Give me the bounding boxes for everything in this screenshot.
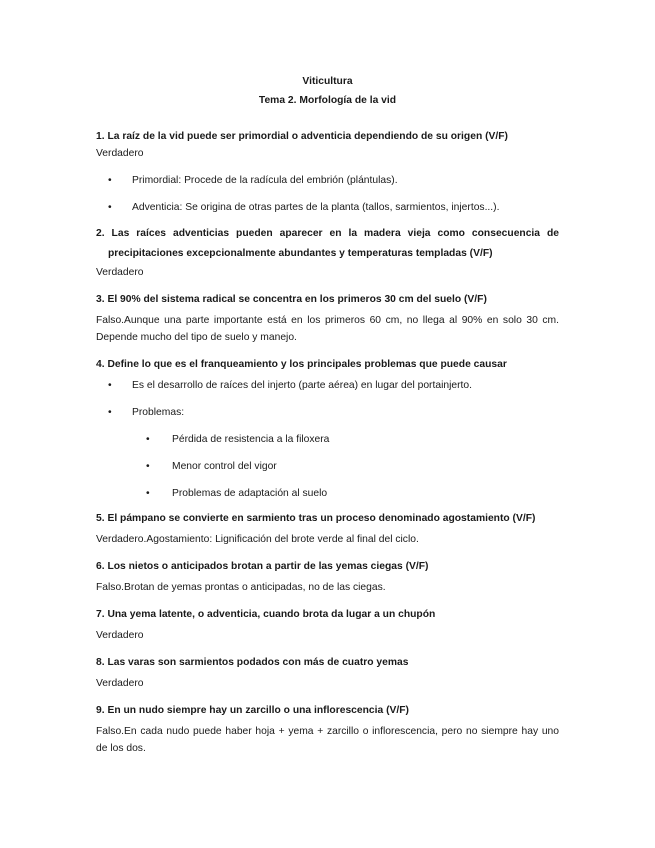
question-4-text: 4. Define lo que es el franqueamiento y los principales problemas que puede causar bbox=[96, 359, 507, 370]
question-4-sub-bullets bbox=[96, 431, 559, 502]
question-6-text: 6. Los nietos o anticipados brotan a partir de las yemas ciegas (V/F) bbox=[96, 561, 429, 572]
list-item: • Problemas de adaptación al suelo bbox=[96, 485, 559, 502]
list-item: • Pérdida de resistencia a la filoxera bbox=[96, 431, 559, 448]
question-8-answer: Verdadero bbox=[96, 678, 144, 689]
list-item: • Es el desarrollo de raíces del injerto (parte aérea) en lugar del portainjerto. bbox=[96, 377, 559, 394]
question-6-answer: Falso.Brotan de yemas prontas o anticipadas, no de las ciegas. bbox=[96, 582, 386, 593]
question-1 bbox=[96, 128, 559, 216]
question-7-answer: Verdadero bbox=[96, 630, 144, 641]
question-1-text: 1. La raíz de la vid puede ser primordial o adventicia dependiendo de su origen (V/F) bbox=[96, 131, 508, 142]
question-3-answer: Falso.Aunque una parte importante está en los primeros 60 cm, no llega al 90% en solo 30 cm. Depende mucho del tipo de suelo y manejo. bbox=[96, 315, 559, 343]
question-9-answer: Falso.En cada nudo puede haber hoja + yema + zarcillo o inflorescencia, pero no siempre hay uno de los dos. bbox=[96, 726, 559, 754]
question-7-text: 7. Una yema latente, o adventicia, cuando brota da lugar a un chupón bbox=[96, 609, 436, 620]
bullet-icon: • bbox=[146, 434, 150, 445]
question-2-answer: Verdadero bbox=[96, 267, 144, 278]
question-3 bbox=[96, 291, 559, 346]
question-9-text: 9. En un nudo siempre hay un zarcillo o una inflorescencia (V/F) bbox=[96, 705, 409, 716]
bullet-icon: • bbox=[108, 407, 112, 418]
bullet-icon: • bbox=[108, 380, 112, 391]
question-8-text: 8. Las varas son sarmientos podados con más de cuatro yemas bbox=[96, 657, 409, 668]
document-subtitle: Tema 2. Morfología de la vid bbox=[258, 95, 397, 106]
question-1-answer: Verdadero bbox=[96, 148, 144, 159]
question-8 bbox=[96, 654, 559, 692]
question-4-bullets bbox=[96, 377, 559, 421]
bullet-icon: • bbox=[108, 175, 112, 186]
question-9 bbox=[96, 702, 559, 757]
question-7 bbox=[96, 606, 559, 644]
question-3-text: 3. El 90% del sistema radical se concentra en los primeros 30 cm del suelo (V/F) bbox=[96, 294, 487, 305]
question-2-text: 2. Las raíces adventicias pueden aparecer en la madera vieja como consecuencia de precipitaciones excepcionalmente abundantes y temperaturas templadas (V/F) bbox=[96, 228, 559, 259]
bullet-icon: • bbox=[146, 461, 150, 472]
document-title: Viticultura bbox=[302, 76, 353, 87]
question-5 bbox=[96, 510, 559, 548]
bullet-icon: • bbox=[146, 488, 150, 499]
question-5-answer: Verdadero.Agostamiento: Lignificación del brote verde al final del ciclo. bbox=[96, 534, 419, 545]
bullet-icon: • bbox=[108, 202, 112, 213]
question-4 bbox=[96, 356, 559, 502]
list-item: • Adventicia: Se origina de otras partes de la planta (tallos, sarmientos, injertos...). bbox=[96, 199, 559, 216]
list-item: • Menor control del vigor bbox=[96, 458, 559, 475]
question-2 bbox=[96, 224, 559, 281]
question-1-bullets bbox=[96, 172, 559, 216]
question-6 bbox=[96, 558, 559, 596]
list-item: • Problemas: bbox=[96, 404, 559, 421]
question-5-text: 5. El pámpano se convierte en sarmiento tras un proceso denominado agostamiento (V/F) bbox=[96, 513, 536, 524]
document-header bbox=[96, 72, 559, 110]
list-item: • Primordial: Procede de la radícula del embrión (plántulas). bbox=[96, 172, 559, 189]
